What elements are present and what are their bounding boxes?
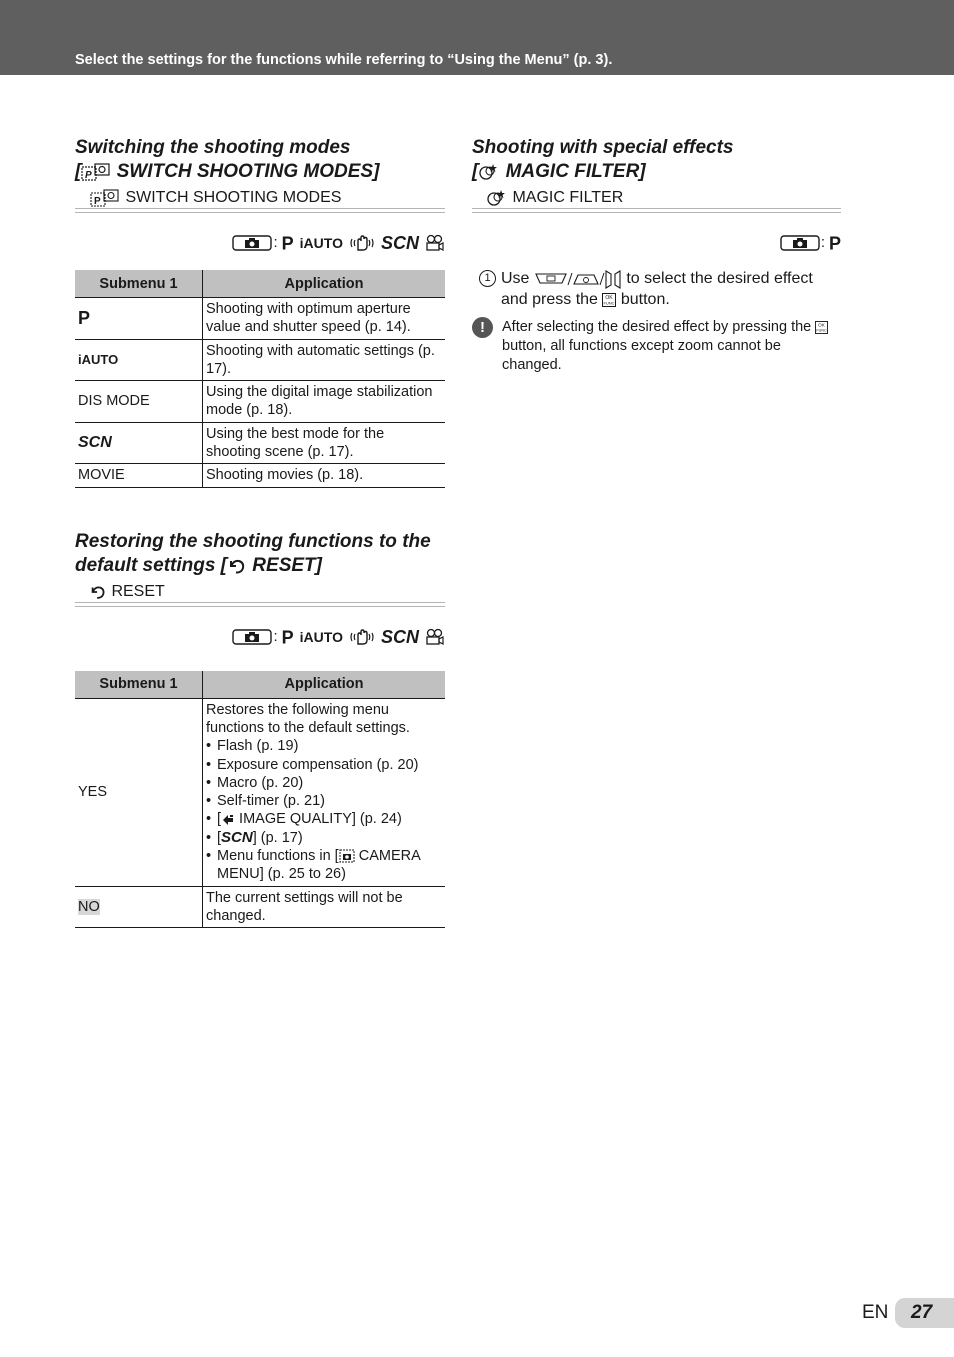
table-row xyxy=(75,339,445,381)
table-header-application: Application xyxy=(203,671,446,699)
reset-icon xyxy=(227,557,247,575)
svg-text:FUNC: FUNC xyxy=(603,300,615,305)
reset-yes-intro: Restores the following menu functions to the default settings. xyxy=(206,701,410,736)
camera-icon xyxy=(780,235,820,251)
row-value: Shooting movies (p. 18). xyxy=(203,464,446,487)
caution-note xyxy=(443,318,842,375)
table-row xyxy=(75,886,445,928)
row-key: YES xyxy=(75,698,203,886)
modes-separator: : xyxy=(820,234,825,252)
image-quality-icon xyxy=(221,813,235,827)
list-item xyxy=(206,810,442,828)
movie-icon xyxy=(425,628,445,646)
table-row xyxy=(75,464,445,487)
step-number: 1 xyxy=(479,270,496,287)
row-value: Using the digital image stabilization mode (p. 18). xyxy=(203,381,446,423)
list-item: • Self-timer (p. 21) xyxy=(206,792,442,810)
row-value: Using the best mode for the shooting scene (p. 17). xyxy=(203,422,446,464)
switch-menu-path-label: SWITCH SHOOTING MODES xyxy=(125,189,342,206)
camera-icon xyxy=(232,629,272,645)
step-text-post: button. xyxy=(616,290,670,308)
header-banner xyxy=(0,0,954,75)
switch-modes-icon xyxy=(81,163,111,181)
magic-title-text: MAGIC FILTER] xyxy=(500,161,646,182)
arrow-pad-icon xyxy=(534,269,622,289)
mode-scn: SCN xyxy=(380,626,419,647)
mode-p: P xyxy=(281,626,294,647)
table-header-submenu: Submenu 1 xyxy=(75,671,203,699)
item-menu-post: CAMERA MENU] (p. 25 to 26) xyxy=(217,848,420,883)
switch-title-text: SWITCH SHOOTING MODES] xyxy=(111,161,380,182)
mode-iauto: iAUTO xyxy=(299,628,343,645)
switch-menu-path xyxy=(75,188,445,209)
step-text-pre: Use xyxy=(501,270,534,288)
right-column xyxy=(472,136,841,375)
hand-shake-icon xyxy=(349,234,375,252)
step-1 xyxy=(450,269,841,310)
row-value: Shooting with optimum aperture value and shutter speed (p. 14). xyxy=(203,298,446,340)
row-key xyxy=(75,886,203,928)
caution-icon: ! xyxy=(472,317,493,338)
caution-text-post: button, all functions except zoom cannot be changed. xyxy=(502,338,781,374)
reset-table xyxy=(75,671,445,929)
row-value: The current settings will not be changed. xyxy=(203,886,446,928)
item-menu-pre: Menu functions in [ xyxy=(217,848,339,865)
switch-title-line1: Switching the shooting modes xyxy=(75,137,351,158)
step-text-mid: to select the desired effect and press the xyxy=(501,270,813,308)
table-row xyxy=(75,698,445,886)
table-row xyxy=(75,298,445,340)
reset-icon xyxy=(89,583,107,601)
svg-text:FUNC: FUNC xyxy=(816,328,827,333)
hand-shake-icon xyxy=(349,628,375,646)
magic-menu-path xyxy=(472,188,841,209)
page-footer xyxy=(862,1298,954,1328)
movie-icon xyxy=(425,234,445,252)
ok-func-icon xyxy=(815,321,828,334)
magic-filter-icon xyxy=(478,163,500,181)
row-value xyxy=(203,698,446,886)
switch-applicable-modes xyxy=(75,231,445,253)
svg-text:P: P xyxy=(94,196,101,207)
list-item: • Flash (p. 19) xyxy=(206,737,442,755)
svg-text:P: P xyxy=(85,169,92,181)
list-item xyxy=(206,847,442,884)
switch-title-open: [ xyxy=(75,161,82,182)
camera-icon xyxy=(232,235,272,251)
list-item: • Exposure compensation (p. 20) xyxy=(206,756,442,774)
modes-separator: : xyxy=(273,627,278,645)
left-column xyxy=(75,136,445,928)
caution-text-pre: After selecting the desired effect by pressing the xyxy=(502,319,816,336)
language-label: EN xyxy=(862,1302,889,1323)
reset-title-line1: Restoring the shooting functions to the xyxy=(75,530,431,552)
row-key: P xyxy=(75,298,203,340)
magic-section-title xyxy=(472,136,841,184)
reset-items-list xyxy=(206,737,442,883)
magic-filter-icon xyxy=(486,189,508,207)
row-key: DIS MODE xyxy=(75,381,203,423)
magic-applicable-modes xyxy=(472,231,841,253)
page-number: 27 xyxy=(895,1298,954,1328)
reset-title-pre: default settings [ xyxy=(75,554,228,576)
switch-modes-icon xyxy=(89,189,121,207)
table-row xyxy=(75,381,445,423)
reset-section-title xyxy=(75,530,445,578)
table-row xyxy=(75,422,445,464)
reset-applicable-modes xyxy=(75,625,445,647)
row-key: MOVIE xyxy=(75,464,203,487)
item-scn-label: SCN xyxy=(221,828,253,846)
item-scn-pre: [ xyxy=(217,829,222,846)
item-quality-post: IMAGE QUALITY] (p. 24) xyxy=(235,811,402,828)
reset-menu-path-label: RESET xyxy=(111,582,165,600)
magic-title-line1: Shooting with special effects xyxy=(472,137,734,158)
svg-text:OK: OK xyxy=(818,322,826,328)
row-value: Shooting with automatic settings (p. 17). xyxy=(203,339,446,381)
magic-menu-path-label: MAGIC FILTER xyxy=(512,189,624,206)
camera-menu-icon xyxy=(339,849,355,863)
mode-iauto: iAUTO xyxy=(299,235,343,252)
item-quality-pre: [ xyxy=(217,811,222,828)
reset-menu-path xyxy=(75,582,445,603)
svg-text:OK: OK xyxy=(605,294,614,301)
reset-title-post: RESET] xyxy=(247,554,322,576)
header-note: Select the settings for the functions while referring to “Using the Menu” (p. 3). xyxy=(75,52,613,68)
row-key: SCN xyxy=(75,422,203,464)
row-key: iAUTO xyxy=(75,339,203,381)
magic-title-open: [ xyxy=(472,161,479,182)
no-key-label: NO xyxy=(78,898,100,915)
modes-separator: : xyxy=(273,234,278,252)
mode-p: P xyxy=(281,233,294,254)
mode-p: P xyxy=(828,233,841,254)
table-header-submenu: Submenu 1 xyxy=(75,270,203,298)
table-header-application: Application xyxy=(203,270,446,298)
mode-scn: SCN xyxy=(380,233,419,254)
switch-section-title xyxy=(75,136,445,184)
list-item xyxy=(206,829,442,847)
item-scn-post: ] (p. 17) xyxy=(252,829,303,846)
ok-func-icon xyxy=(602,293,616,307)
list-item: • Macro (p. 20) xyxy=(206,774,442,792)
switch-modes-table xyxy=(75,270,445,488)
